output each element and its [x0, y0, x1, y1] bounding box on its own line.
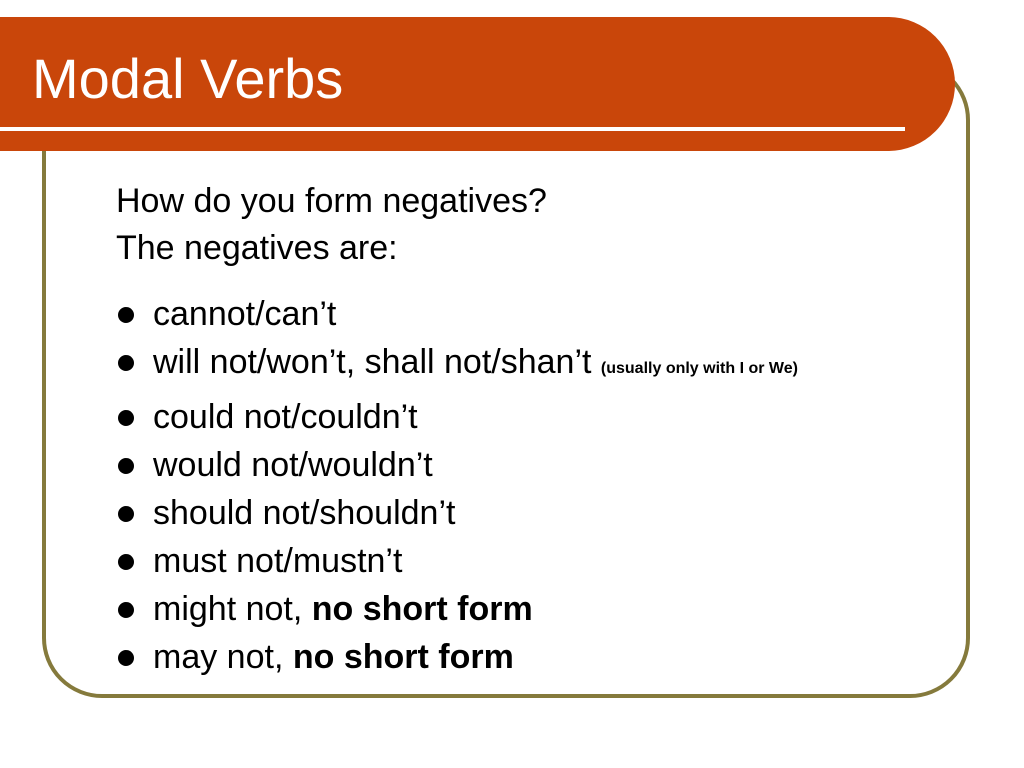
title-underline — [0, 127, 905, 131]
list-item — [116, 338, 956, 393]
slide-title: Modal Verbs — [32, 47, 344, 110]
slide-content — [116, 178, 956, 681]
list-item-text: might not, — [153, 590, 312, 628]
list-item-text: could not/couldn’t — [153, 398, 418, 436]
list-item-text: cannot/can’t — [153, 295, 337, 333]
list-item — [116, 585, 956, 633]
list-item — [116, 290, 956, 338]
list-item — [116, 633, 956, 681]
bullet-icon — [118, 506, 134, 522]
list-item — [116, 441, 956, 489]
list-item-emphasis: no short form — [292, 638, 514, 676]
list-item-text: must not/mustn’t — [153, 542, 403, 580]
bullet-icon — [118, 307, 134, 323]
intro-question: How do you form negatives? — [116, 182, 547, 220]
bullet-icon — [118, 650, 134, 666]
list-item-note: (usually only with I or We) — [600, 360, 798, 377]
bullet-icon — [118, 602, 134, 618]
list-item-text: should not/shouldn’t — [153, 494, 456, 532]
list-item-text: may not, — [153, 638, 293, 676]
list-item — [116, 489, 956, 537]
bullet-icon — [118, 458, 134, 474]
list-item — [116, 393, 956, 441]
bullet-icon — [118, 355, 134, 371]
negatives-list — [116, 290, 956, 681]
list-item-text: will not/won’t, shall not/shan’t — [153, 343, 592, 381]
bullet-icon — [118, 410, 134, 426]
list-item-emphasis: no short form — [311, 590, 533, 628]
list-item — [116, 537, 956, 585]
bullet-icon — [118, 554, 134, 570]
intro-lead: The negatives are: — [116, 229, 398, 267]
list-item-text: would not/wouldn’t — [153, 446, 433, 484]
